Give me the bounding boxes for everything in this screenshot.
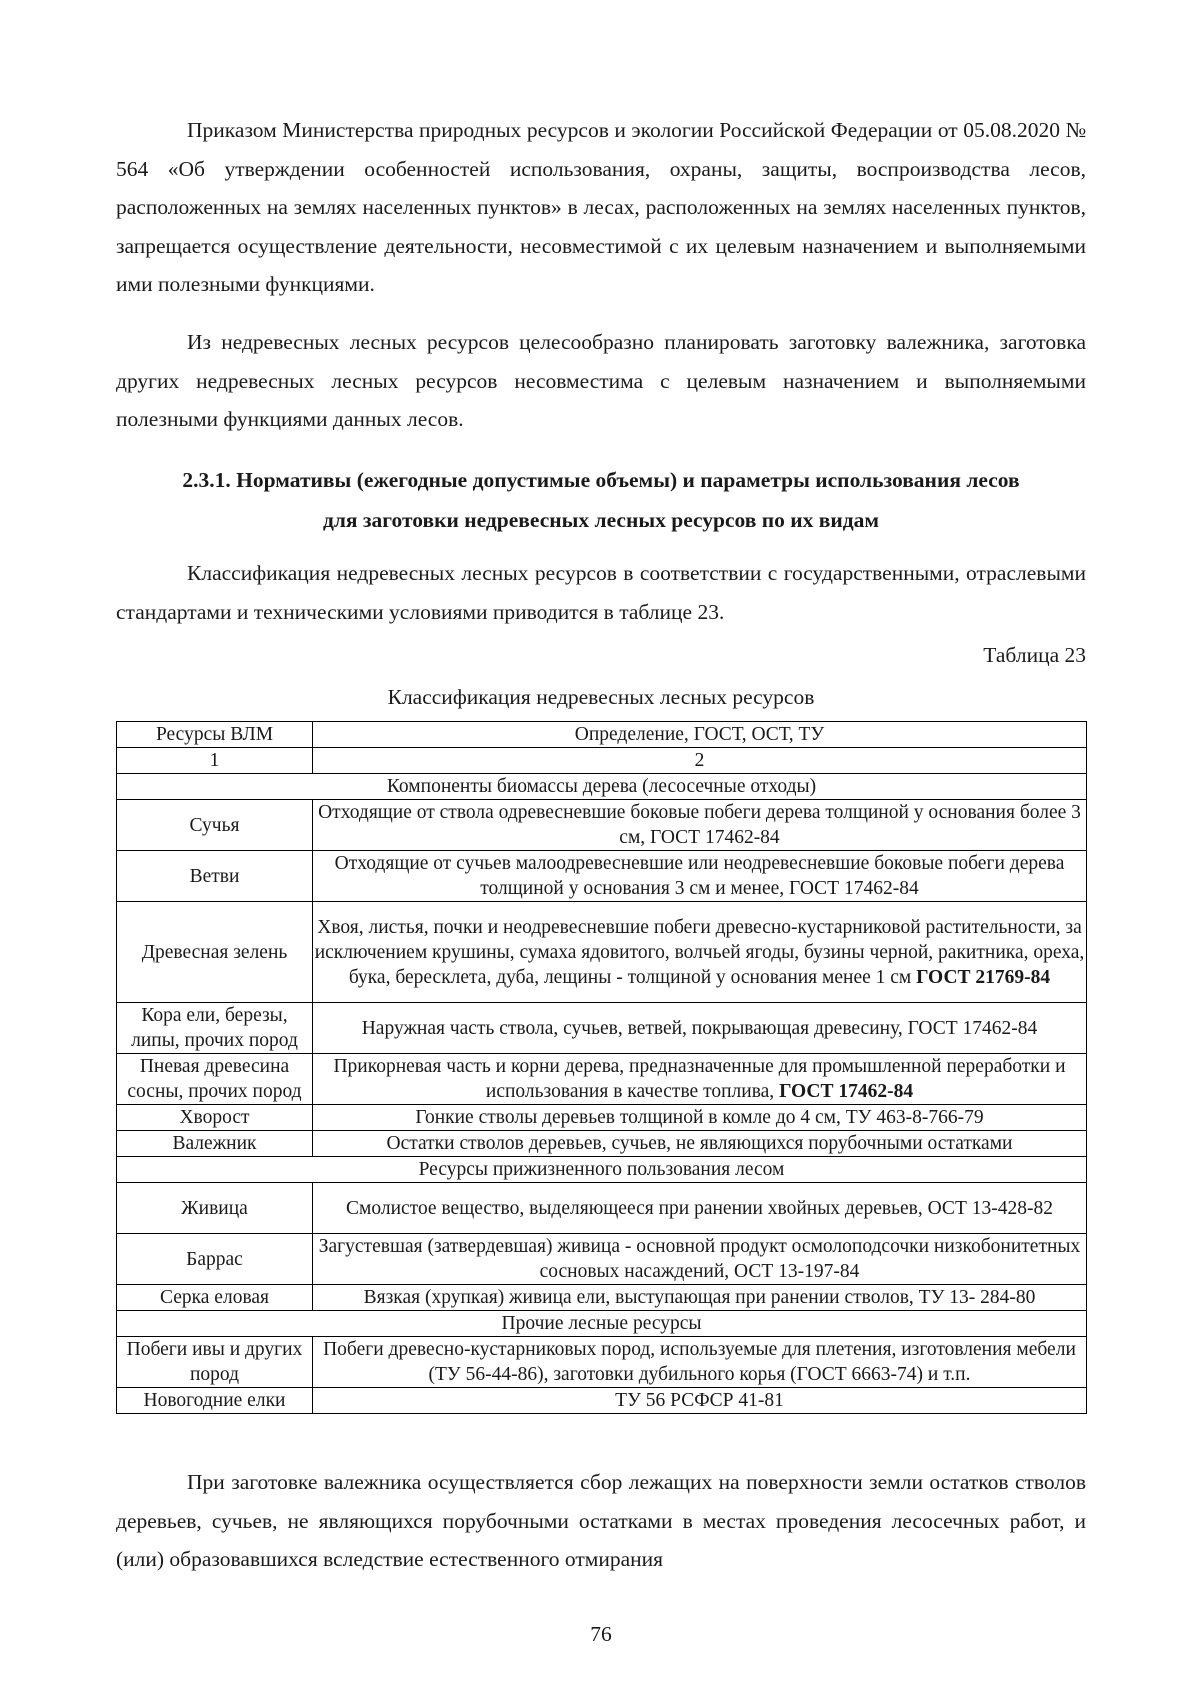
definition-gost: ГОСТ 17462-84 <box>779 1081 914 1102</box>
table-section-row <box>117 774 1087 800</box>
table-row <box>117 1131 1087 1157</box>
table-row <box>117 1388 1087 1414</box>
table-caption: Классификация недревесных лесных ресурсов <box>387 685 815 709</box>
section-biomass: Компоненты биомассы дерева (лесосечные отходы) <box>117 774 1087 800</box>
table-number: Таблица 23 <box>983 643 1086 667</box>
column-number-2: 2 <box>313 748 1087 774</box>
resource-definition: Наружная часть ствола, сучьев, ветвей, покрывающая древесину, ГОСТ 17462-84 <box>313 1003 1087 1054</box>
paragraph-deadwood-harvesting: При заготовке валежника осуществляется сбор лежащих на поверхности земли остатков стволов деревьев, сучьев, не являющихся порубочными остатками в местах проведения лесосечных работ, и (или) образовавшихся вследствие естественного отмирания <box>116 1470 1086 1571</box>
table-row <box>117 1234 1087 1285</box>
resource-definition <box>313 902 1087 1003</box>
definition-gost: ГОСТ 21769-84 <box>916 966 1051 988</box>
resource-definition: Загустевшая (затвердевшая) живица - основной продукт осмолоподсочки низкобонитетных сосновых насаждений, ОСТ 13-197-84 <box>313 1234 1087 1285</box>
paragraph-nontimber-planning: Из недревесных лесных ресурсов целесообразно планировать заготовку валежника, заготовка других недревесных лесных ресурсов несовместима с целевым назначением и выполняемыми полезными функциями данных лесов. <box>116 330 1086 431</box>
resource-definition: Гонкие стволы деревьев толщиной в комле до 4 см, ТУ 463-8-766-79 <box>313 1105 1087 1131</box>
table-header-row <box>117 722 1087 748</box>
resource-definition <box>313 851 1087 902</box>
paragraph-order-reference: Приказом Министерства природных ресурсов и экологии Российской Федерации от 05.08.2020 № 564 «Об утверждении особенностей использования, охраны, защиты, воспроизводства лесов, расположенных на землях населенных пунктов» в лесах, расположенных на землях населенных пунктов, запрещается осуществление деятельности, несовместимой с их целевым назначением и выполняемыми ими полезными функциями. <box>116 118 1086 296</box>
resource-name: Серка еловая <box>117 1285 313 1311</box>
resource-name: Хворост <box>117 1105 313 1131</box>
definition-gost: ГОСТ 17462-84 <box>789 878 919 899</box>
resource-name: Живица <box>117 1183 313 1234</box>
table-row <box>117 1183 1087 1234</box>
table-row <box>117 1285 1087 1311</box>
definition-text: Прикорневая часть и корни дерева, предназначенные для промышленной переработки и использования в качестве топлива, <box>333 1056 1066 1102</box>
table-row <box>117 902 1087 1003</box>
header-resources: Ресурсы ВЛМ <box>117 722 313 748</box>
resource-definition: Побеги древесно-кустарниковых пород, используемые для плетения, изготовления мебели (ТУ 56-44-86), заготовки дубильного корья (ГОСТ 6663-74) и т.п. <box>313 1337 1087 1388</box>
section-lifetime-use: Ресурсы прижизненного пользования лесом <box>117 1157 1087 1183</box>
resources-classification-table <box>116 721 1087 1414</box>
resource-name: Ветви <box>117 851 313 902</box>
resource-name: Пневая древесина сосны, прочих пород <box>117 1054 313 1105</box>
paragraph-classification-intro: Классификация недревесных лесных ресурсов в соответствии с государственными, отраслевыми стандартами и техническими условиями приводится в таблице 23. <box>116 561 1086 624</box>
section-heading-line-1: 2.3.1. Нормативы (ежегодные допустимые объемы) и параметры использования лесов <box>182 468 1020 492</box>
table-column-numbers-row <box>117 748 1087 774</box>
resource-definition: Остатки стволов деревьев, сучьев, не являющихся порубочными остатками <box>313 1131 1087 1157</box>
definition-text: Отходящие от сучьев малоодревесневшие или неодревесневшие боковые побеги дерева толщиной у основания 3 см и менее, <box>334 853 1065 899</box>
column-number-1: 1 <box>117 748 313 774</box>
table-section-row <box>117 1157 1087 1183</box>
resource-definition: Отходящие от ствола одревесневшие боковые побеги дерева толщиной у основания более 3 см, ГОСТ 17462-84 <box>313 800 1087 851</box>
table-section-row <box>117 1311 1087 1337</box>
table-row <box>117 851 1087 902</box>
table-row <box>117 800 1087 851</box>
table-row <box>117 1105 1087 1131</box>
section-other-resources: Прочие лесные ресурсы <box>117 1311 1087 1337</box>
resource-name: Сучья <box>117 800 313 851</box>
resource-name: Кора ели, березы, липы, прочих пород <box>117 1003 313 1054</box>
page-number: 76 <box>590 1622 612 1646</box>
header-definition: Определение, ГОСТ, ОСТ, ТУ <box>313 722 1087 748</box>
resource-definition <box>313 1054 1087 1105</box>
resource-definition: Смолистое вещество, выделяющееся при ранении хвойных деревьев, ОСТ 13-428-82 <box>313 1183 1087 1234</box>
resource-name: Новогодние елки <box>117 1388 313 1414</box>
resource-name: Побеги ивы и других пород <box>117 1337 313 1388</box>
resource-name: Валежник <box>117 1131 313 1157</box>
table-row <box>117 1337 1087 1388</box>
resource-definition: Вязкая (хрупкая) живица ели, выступающая при ранении стволов, ТУ 13- 284-80 <box>313 1285 1087 1311</box>
section-heading-line-2: для заготовки недревесных лесных ресурсов по их видам <box>322 508 880 532</box>
table-row <box>117 1054 1087 1105</box>
resource-name: Баррас <box>117 1234 313 1285</box>
definition-text: Хвоя, листья, почки и неодревесневшие побеги древесно-кустарниковой растительности, за исключением крушины, сумаха ядовитого, волчьей ягоды, бузины черной, ракитника, ореха, бука, бересклета, дуба, лещины - толщиной у основания менее 1 см <box>314 916 1085 988</box>
resource-definition: ТУ 56 РСФСР 41-81 <box>313 1388 1087 1414</box>
resource-name: Древесная зелень <box>117 902 313 1003</box>
section-heading <box>116 460 1086 540</box>
table-row <box>117 1003 1087 1054</box>
document-page <box>116 0 1086 1697</box>
